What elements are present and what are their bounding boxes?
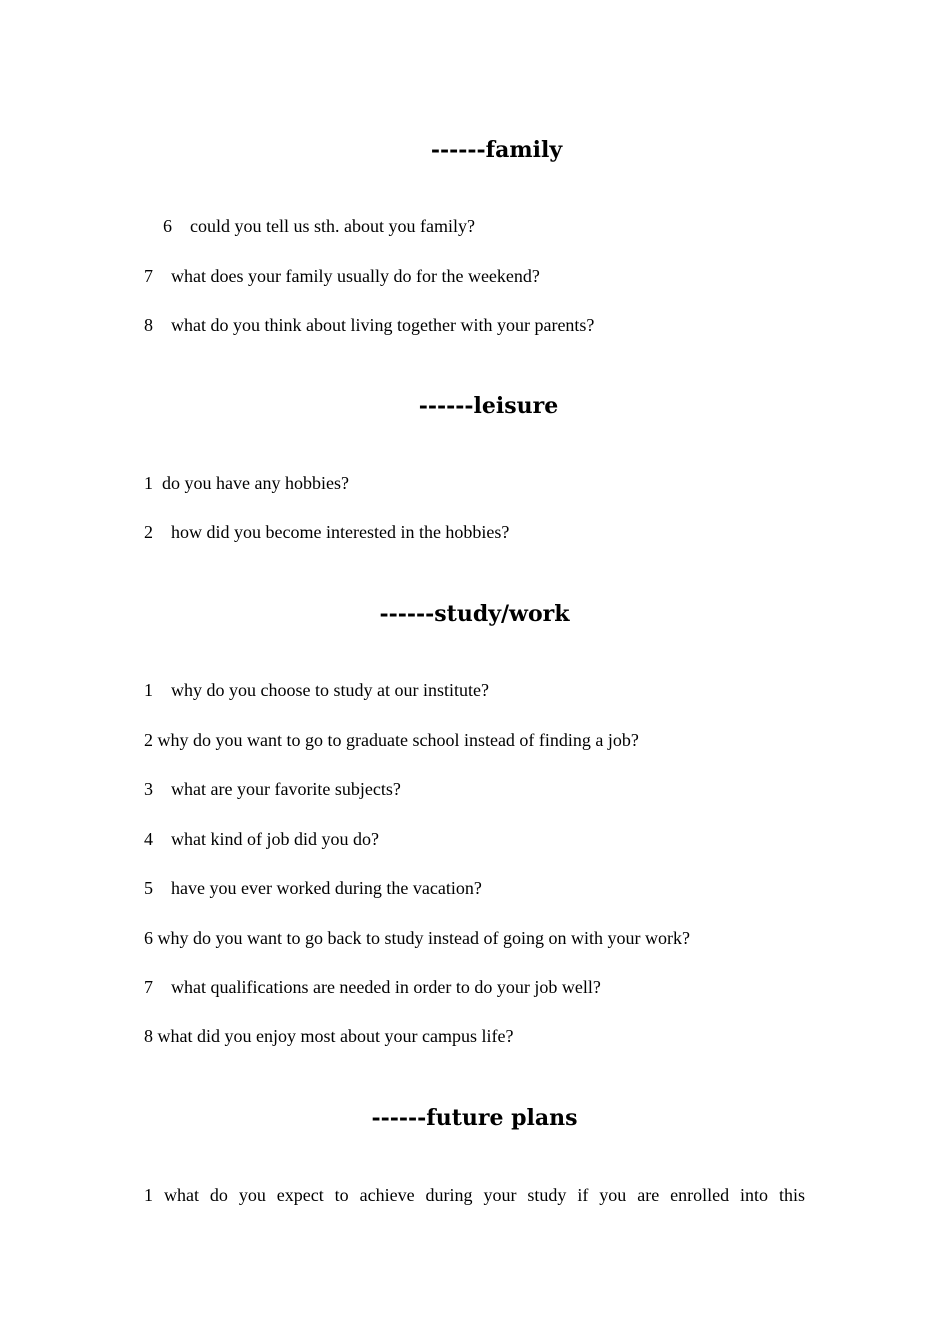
question-text: why do you choose to study at our institute?	[171, 680, 489, 700]
question-number: 2	[144, 730, 153, 750]
question-item	[144, 472, 349, 494]
question-item	[144, 877, 482, 899]
question-text: what do you expect to achieve during your study if you are enrolled into this	[163, 1185, 805, 1205]
question-number: 8	[144, 315, 153, 335]
question-item	[144, 1025, 513, 1047]
question-number: 7	[144, 977, 153, 997]
question-item	[144, 729, 639, 751]
question-number: 3	[144, 779, 153, 799]
question-item	[144, 679, 489, 701]
question-text: how did you become interested in the hobbies?	[171, 522, 510, 542]
question-item	[144, 521, 509, 543]
question-number: 5	[144, 878, 153, 898]
question-text: why do you want to go back to study instead of going on with your work?	[157, 928, 690, 948]
question-text: what kind of job did you do?	[171, 829, 379, 849]
question-text: what did you enjoy most about your campus life?	[157, 1026, 514, 1046]
question-text: what are your favorite subjects?	[171, 779, 401, 799]
question-item	[144, 1184, 805, 1206]
question-number: 8	[144, 1026, 153, 1046]
question-text: have you ever worked during the vacation?	[171, 878, 482, 898]
question-item	[144, 927, 690, 949]
question-text: what does your family usually do for the weekend?	[171, 266, 540, 286]
question-text: why do you want to go to graduate school instead of finding a job?	[157, 730, 639, 750]
section-heading-future-plans: ------future plans	[371, 1105, 578, 1131]
question-text: what qualifications are needed in order to do your job well?	[171, 977, 601, 997]
question-item	[163, 215, 475, 237]
question-item	[144, 778, 401, 800]
question-item	[144, 828, 379, 850]
question-number: 7	[144, 266, 153, 286]
question-number: 1	[144, 680, 153, 700]
question-number: 1	[144, 473, 153, 493]
question-item	[144, 314, 594, 336]
question-number: 6	[163, 216, 172, 236]
section-heading-family: ------family	[430, 137, 563, 163]
section-heading-leisure: ------leisure	[418, 393, 559, 419]
question-number: 2	[144, 522, 153, 542]
question-text: what do you think about living together with your parents?	[171, 315, 595, 335]
question-text: do you have any hobbies?	[162, 473, 349, 493]
question-item	[144, 976, 601, 998]
question-text: could you tell us sth. about you family?	[190, 216, 475, 236]
question-number: 4	[144, 829, 153, 849]
question-number: 6	[144, 928, 153, 948]
section-heading-study-work: ------study/work	[379, 601, 570, 627]
question-number: 1	[144, 1185, 153, 1205]
question-item	[144, 265, 540, 287]
